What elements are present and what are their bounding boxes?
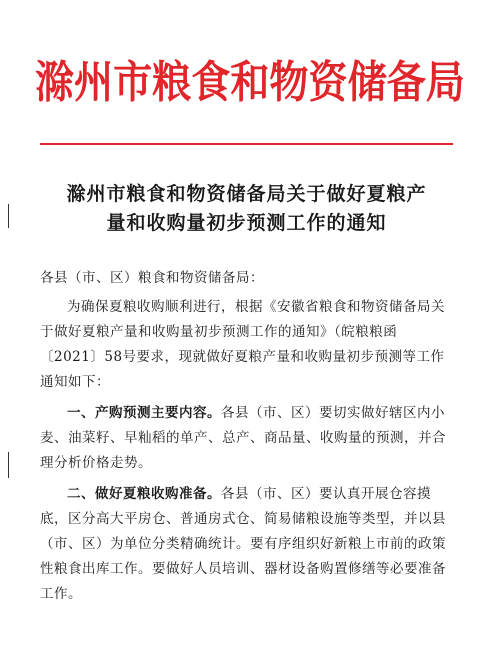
binding-margin-mark	[8, 204, 9, 228]
section-1-heading: 一、产购预测主要内容。	[67, 405, 221, 421]
binding-margin-mark	[8, 452, 9, 478]
salutation: 各县（市、区）粮食和物资储备局：	[40, 270, 264, 286]
section-2-paragraph	[40, 482, 452, 607]
document-title-line-1: 滁州市粮食和物资储备局关于做好夏粮产	[66, 183, 427, 205]
section-2-heading: 二、做好夏粮收购准备。	[67, 486, 221, 502]
section-1-paragraph	[40, 401, 452, 476]
document-body	[40, 266, 452, 607]
letterhead-red-rule	[40, 143, 453, 145]
document-title	[40, 180, 453, 238]
letterhead-org-name: 滁州市粮食和物资储备局	[34, 56, 465, 109]
document-title-line-2: 量和收购量初步预测工作的通知	[106, 212, 387, 234]
intro-paragraph: 为确保夏粮收购顺利进行，根据《安徽省粮食和物资储备局关于做好夏粮产量和收购量初步预测工作的通知》（皖粮粮函〔2021〕58号要求，现就做好夏粮产量和收购量初步预测等工作通知如下：	[40, 299, 445, 390]
section-1-body: 各县（市、区）要切实做好辖区内小麦、油菜籽、早籼稻的单产、总产、商品量、收购量的预测，并合理分析价格走势。	[40, 405, 446, 471]
section-2-body: 各县（市、区）要认真开展仓容摸底，区分高大平房仓、普通房式仓、简易储粮设施等类型，并以县（市、区）为单位分类精确统计。要有序组织好新粮上市前的政策性粮食出库工作。要做好人员培训、器材设备购置修缮等必要准备工作。	[40, 486, 446, 602]
